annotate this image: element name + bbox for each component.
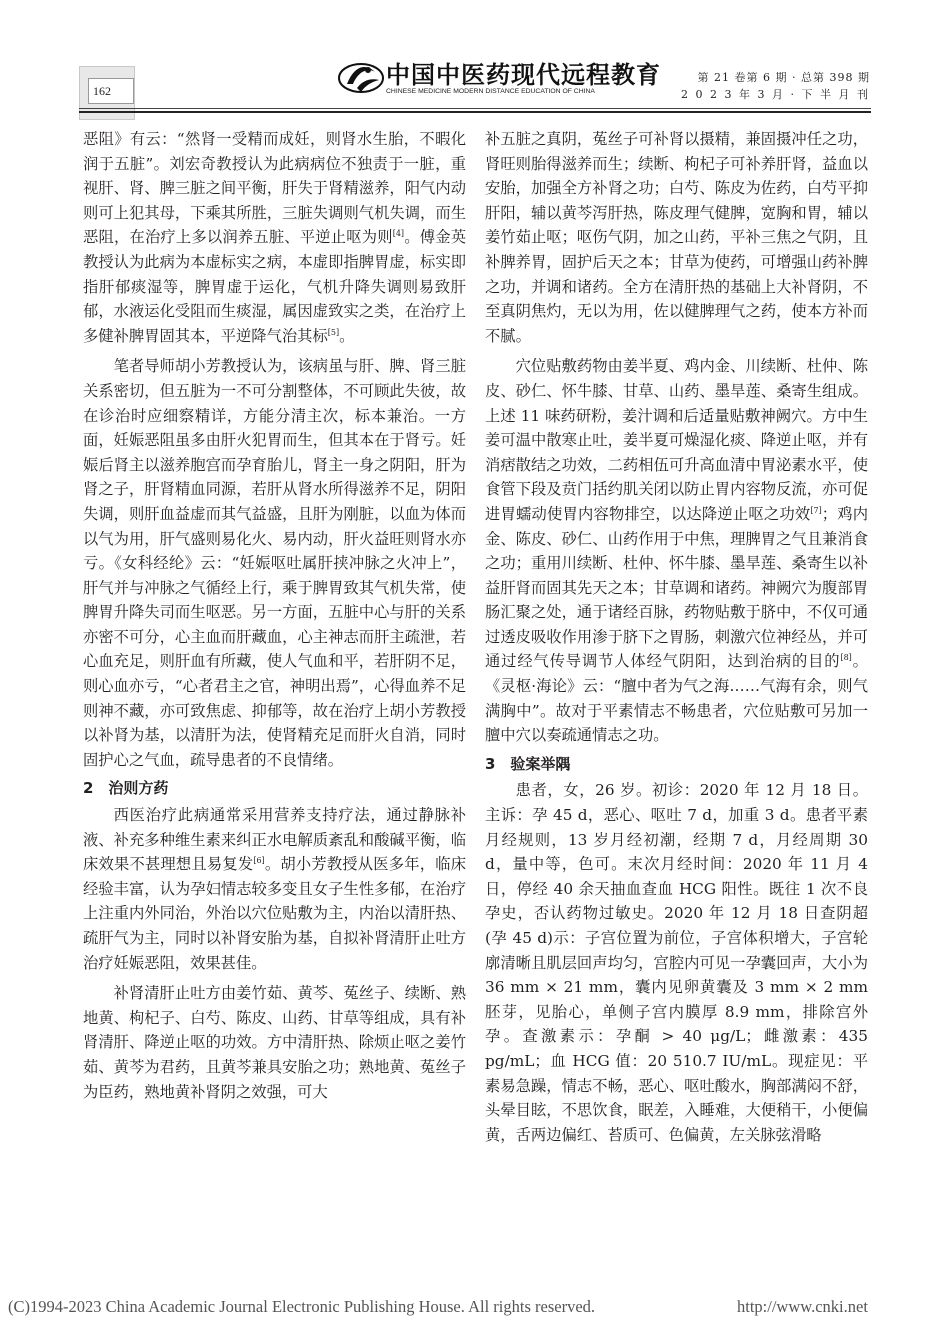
date-info: 2 0 2 3 年 3 月 · 下 半 月 刊	[681, 88, 870, 101]
citation[interactable]: [7]	[810, 505, 822, 515]
citation[interactable]: [4]	[392, 229, 405, 239]
header-rule-thin	[79, 108, 871, 109]
right-column	[485, 127, 868, 1255]
citation[interactable]: [6]	[253, 856, 265, 866]
paragraph: 补肾清肝止吐方由姜竹茹、黄芩、菟丝子、续断、熟地黄、枸杞子、白芍、陈皮、山药、甘草等组成，具有补肾清肝、降逆止呕的功效。方中清肝热、除烦止呕之姜竹茹、黄芩为君药，且黄芩兼具安胎之功；熟地黄、菟丝子为臣药，熟地黄补肾阴之效强，可大	[83, 984, 466, 1101]
paragraph: 补五脏之真阴，菟丝子可补肾以摄精，兼固摄冲任之功，肾旺则胎得滋养而生；续断、枸杞子可补养肝肾，益血以安胎，加强全方补肾之功；白芍、陈皮为佐药，白芍平抑肝阳，辅以黄芩泻肝热，陈皮理气健脾，宽胸和胃，辅以姜竹茹止呕；呕伤气阴，加之山药，平补三焦之气阴，且补脾养胃，固护后天之本；甘草为使药，可增强山药补脾之功，并调和诸药。全方在清肝热的基础上大补肾阴，不至真阴焦灼，无以为用，佐以健脾理气之药，使本方补而不腻。	[485, 130, 868, 345]
paragraph: 西医治疗此病通常采用营养支持疗法，通过静脉补液、补充多种维生素来纠正水电解质紊乱和酸碱平衡，临床效果不甚理想且易复发[6]。胡小芳教授从医多年，临床经验丰富，认为孕妇情志较多变且女子生性多郁，在治疗上注重内外同治，外治以穴位贴敷为主，内治以清肝热、疏肝气为主，同时以补肾安胎为基，自拟补肾清肝止吐方治疗妊娠恶阻，效果甚佳。	[83, 806, 466, 972]
section-heading: 2 治则方药	[83, 779, 169, 798]
page-number: 162	[88, 78, 134, 104]
cnki-link[interactable]: http://www.cnki.net	[737, 1297, 868, 1316]
journal-title-en: CHINESE MEDICINE MODERN DISTANCE EDUCATION OF CHINA	[386, 88, 595, 95]
journal-title-cn: 中国中医药现代远程教育	[386, 61, 661, 89]
paragraph: 笔者导师胡小芳教授认为，该病虽与肝、脾、肾三脏关系密切，但五脏为一不可分割整体，不可顾此失彼，故在诊治时应细察精详，方能分清主次，标本兼治。一方面，妊娠恶阻虽多由肝火犯胃而生，但其本在于肾亏。妊娠后肾主以滋养胞宫而孕育胎儿，肾主一身之阴阳，肝为肾之子，肝肾精血同源，若肝从肾水所得滋养不足，阴阳失调，则肝血益虚而其气益盛，且肝为刚脏，以血为体而以气为用，肝气盛则易化火、易内动，肝火益旺则肾水亦亏。《女科经纶》云：“妊娠呕吐属肝挟冲脉之火冲上”，肝气并与冲脉之气循经上行，乘于脾胃致其气机失常，使脾胃升降失司而生呕恶。另一方面，五脏中心与肝的关系亦密不可分，心主血而肝藏血，心主神志而肝主疏泄，若心血充足，则肝血有所藏，使人气血和平，若肝阴不足，则心血亦亏，“心者君主之官，神明出焉”，心得血养不足则神不藏，亦可致焦虑、抑郁等，故在治疗上胡小芳教授以补肾为基，以清肝为法，使肾精充足而肝火自消，同时固护心之气血，疏导患者的不良情绪。	[83, 357, 466, 769]
paragraph: 恶阻》有云：“然肾一受精而成妊，则肾水生胎，不暇化润于五脏”。刘宏奇教授认为此病病位不独责于一脏，重视肝、肾、脾三脏之间平衡，肝失于肾精滋养，阳气内动则可上犯其母，下乘其所胜，三脏失调则气机失调，而生恶阻，在治疗上多以润养五脏、平逆止呕为则[4]。傅金英教授认为此病为本虚标实之病，本虚即指脾胃虚，标实即指肝郁痰湿等，脾胃虚于运化，气机升降失调则易致肝郁，水液运化受阻而生痰湿，属因虚致实之类，在治疗上多健补脾胃固其本，平逆降气治其标[5]。	[83, 130, 466, 345]
citation[interactable]: [8]	[840, 653, 852, 663]
citation[interactable]: [5]	[327, 327, 340, 337]
left-column	[83, 127, 466, 1255]
copyright-footer: (C)1994-2023 China Academic Journal Electronic Publishing House. All rights reserved.	[8, 1297, 596, 1316]
paragraph: 穴位贴敷药物由姜半夏、鸡内金、川续断、杜仲、陈皮、砂仁、怀牛膝、甘草、山药、墨旱莲、桑寄生组成。上述 11 味药研粉，姜汁调和后适量贴敷神阙穴。方中生姜可温中散寒止吐，姜半夏可燥湿化痰、降逆止呕，并有消痞散结之功效，二药相伍可升高血清中胃泌素水平，使食管下段及贲门括约肌关闭以防止胃内容物反流，亦可促进胃蠕动使胃内容物排空，以达降逆止呕之功效[7]；鸡内金、陈皮、砂仁、山药作用于中焦，理脾胃之气且兼消食之功；重用川续断、杜仲、怀牛膝、墨旱莲、桑寄生以补益肝肾而固其先天之本；甘草调和诸药。神阙穴为腹部胃肠汇聚之处，通于诸经百脉，药物贴敷于脐中，不仅可通过透皮吸收作用渗于脐下之胃肠，刺激穴位神经丛，并可通过经气传导调节人体经气阴阳，达到治病的目的[8]。《灵枢·海论》云：“膻中者为气之海……气海有余，则气满胸中”。故对于平素情志不畅患者，穴位贴敷可另加一膻中穴以奏疏通情志之功。	[485, 357, 868, 745]
issue-info: 第 21 卷第 6 期 · 总第 398 期	[697, 71, 870, 84]
journal-logo-icon	[337, 58, 385, 98]
header-rule-thick	[79, 111, 871, 113]
paragraph: 患者，女，26 岁。初诊：2020 年 12 月 18 日。主诉：孕 45 d，恶心、呕吐 7 d，加重 3 d。患者平素月经规则，13 岁月经初潮，经期 7 d，月经周期 30 d，量中等，色可。末次月经时间：2020 年 11 月 4 日，停经 40 余天抽血查血 HCG 阳性。既往 1 次不良孕史，否认药物过敏史。2020 年 12 月 18 日查阴超(孕 45 d)示：子宫位置为前位，子宫体积增大，子宫轮廓清晰且肌层回声均匀，宫腔内可见一孕囊回声，大小为 36 mm × 21 mm，囊内见卵黄囊及 3 mm × 2 mm 胚芽，见胎心，单侧子宫内膜厚 8.9 mm，排除宫外孕。查激素示：孕酮 > 40 μg/L；雌激素：435 pg/mL；血 HCG 值：20 510.7 IU/mL。现症见：平素易急躁，情志不畅，恶心、呕吐酸水，胸部满闷不舒，头晕目眩，不思饮食，眠差，入睡难，大便稍干，小便偏黄，舌两边偏红、苔质可、色偏黄，左关脉弦滑略	[485, 781, 868, 1144]
section-heading: 3 验案举隅	[485, 754, 571, 773]
